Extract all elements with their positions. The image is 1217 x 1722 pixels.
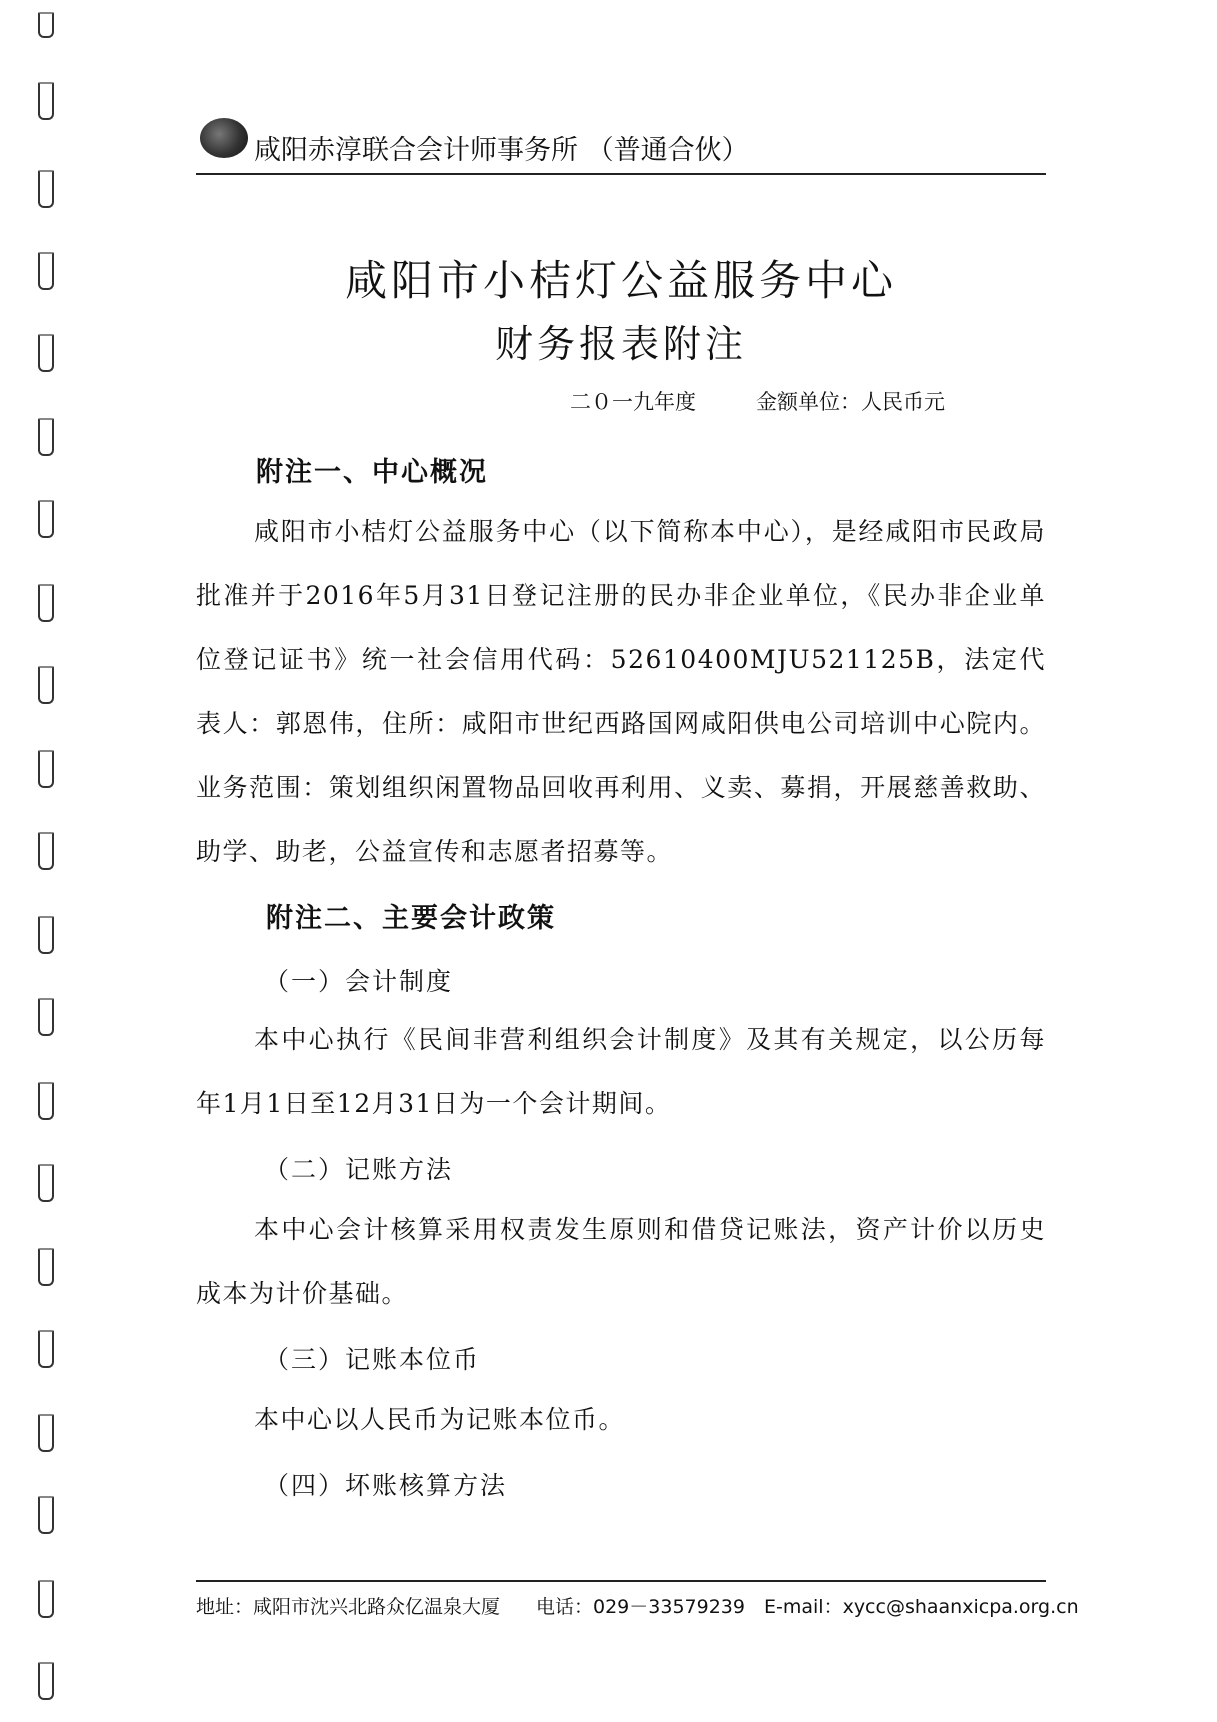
binding-hole — [38, 500, 54, 538]
binding-hole — [38, 916, 54, 954]
header-divider — [196, 173, 1046, 175]
binding-hole — [38, 252, 54, 290]
sub2-heading: （二）记账方法 — [264, 1155, 454, 1184]
binding-hole — [38, 12, 54, 38]
footer-address: 地址：咸阳市沈兴北路众亿温泉大厦 — [196, 1596, 501, 1618]
note1-paragraph: 咸阳市小桔灯公益服务中心（以下简称本中心），是经咸阳市民政局批准并于2016年5月31日登记注册的民办非企业单位，《民办非企业单位登记证书》统一社会信用代码：52610400MJU521125B，法定代表人：郭恩伟，住所：咸阳市世纪西路国网咸阳供电公司培训中心院内。业务范围：策划组织闲置物品回收再利用、义卖、募捐，开展慈善救助、助学、助老，公益宣传和志愿者招募等。 — [196, 517, 1046, 866]
footer — [196, 1592, 1079, 1619]
binding-hole — [38, 998, 54, 1036]
amount-unit: 金额单位：人民币元 — [756, 390, 945, 414]
sub2-paragraph: 本中心会计核算采用权责发生原则和借贷记账法，资产计价以历史成本为计价基础。 — [196, 1215, 1046, 1308]
document-subtitle: 财务报表附注 — [494, 322, 747, 366]
firm-name: 咸阳赤淳联合会计师事务所 （普通合伙） — [254, 135, 749, 166]
binding-hole — [38, 1414, 54, 1452]
footer-email: E-mail：xycc@shaanxicpa.org.cn — [764, 1596, 1079, 1618]
binding-hole — [38, 1580, 54, 1618]
binding-hole — [38, 1082, 54, 1120]
firm-logo-icon — [200, 118, 248, 158]
binding-hole — [38, 1330, 54, 1368]
note2-heading: 附注二、主要会计政策 — [266, 903, 556, 934]
binding-hole — [38, 666, 54, 704]
binding-hole — [38, 82, 54, 120]
note1-heading: 附注一、中心概况 — [256, 457, 488, 488]
binding-hole — [38, 750, 54, 788]
letterhead — [200, 112, 1050, 176]
binding-hole — [38, 334, 54, 372]
sub1-heading: （一）会计制度 — [264, 967, 454, 996]
sub4-heading: （四）坏账核算方法 — [264, 1471, 508, 1500]
sub3-heading: （三）记账本位币 — [264, 1345, 481, 1374]
binding-hole — [38, 1496, 54, 1534]
binding-hole — [38, 418, 54, 456]
document-title: 咸阳市小桔灯公益服务中心 — [344, 256, 897, 305]
binding-hole — [38, 1662, 54, 1700]
binding-hole — [38, 832, 54, 870]
footer-divider — [196, 1580, 1046, 1582]
binding-hole — [38, 170, 54, 208]
binding-holes — [38, 0, 60, 1722]
footer-phone: 电话：029－33579239 — [536, 1596, 745, 1618]
sub1-paragraph: 本中心执行《民间非营利组织会计制度》及其有关规定，以公历每年1月1日至12月31日为一个会计期间。 — [196, 1025, 1046, 1118]
sub3-paragraph: 本中心以人民币为记账本位币。 — [254, 1405, 626, 1434]
report-period: 二０一九年度 — [570, 390, 696, 414]
period-line — [570, 386, 945, 416]
binding-hole — [38, 1164, 54, 1202]
binding-hole — [38, 584, 54, 622]
binding-hole — [38, 1248, 54, 1286]
